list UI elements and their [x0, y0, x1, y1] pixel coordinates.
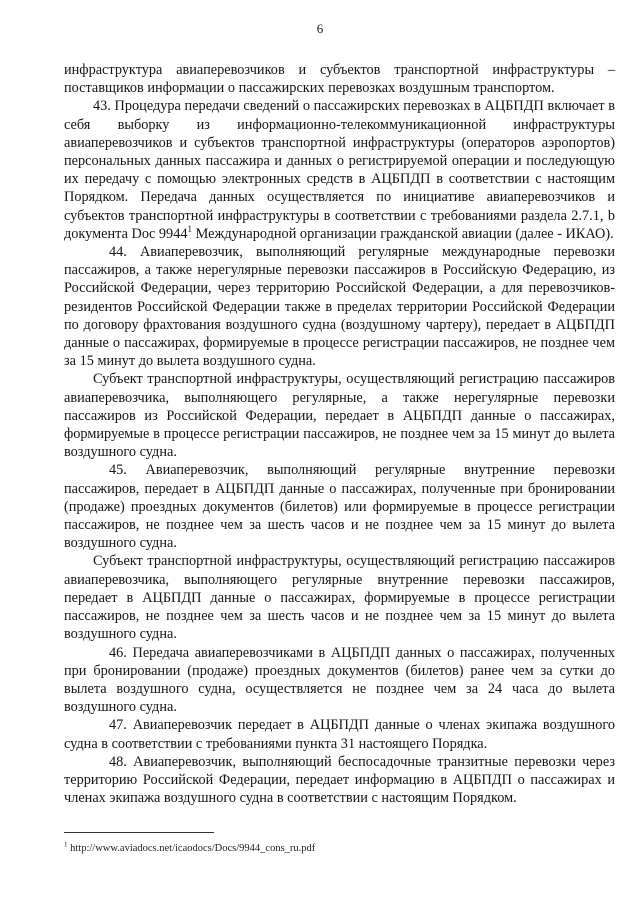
paragraph-45: 45. Авиаперевозчик, выполняющий регулярные внутренние перевозки пассажиров, передает в АЦБПДП данные о пассажирах, полученные при бронировании (продаже) проездных документов (билетов) или формируемые в процессе регистрации пассажиров, не позднее чем за шесть часов и не позднее чем за 15 минут до вылета воздушного судна. — [64, 462, 615, 552]
paragraph-45-subject: Субъект транспортной инфраструктуры, осуществляющий регистрацию пассажиров авиаперевозчика, выполняющего регулярные внутренние перевозки пассажиров, передает в АЦБПДП данные о пассажирах, формируемые в процессе регистрации пассажиров, не позднее чем за шесть часов и не позднее чем за 15 минут до вылета воздушного судна. — [64, 553, 615, 643]
paragraph-continuation: инфраструктура авиаперевозчиков и субъектов транспортной инфраструктуры – поставщиков информации о пассажирских перевозках воздушным транспортом. — [64, 62, 615, 97]
paragraph-44: 44. Авиаперевозчик, выполняющий регулярные международные перевозки пассажиров, а также нерегулярные перевозки пассажиров в Российскую Федерацию, из Российской Федерации, через территорию Российской Федерации, а для перевозчиков-резидентов Российской Федерации также в пределах территории Российской Федерации по договору фрахтования воздушного судна (воздушному чартеру), передает в АЦБПДП данные о пассажирах, формируемые в процессе регистрации пассажиров, не позднее чем за 15 минут до вылета воздушного судна. — [64, 244, 615, 370]
paragraph-43-text: 43. Процедура передачи сведений о пассажирских перевозках в АЦБПДП включает в себя выборку из информационно-телекоммуникационной инфраструктуры авиаперевозчиков и субъектов транспортной инфраструктуры (операторов аэропортов) персональных данных пассажира и данных о регистрируемой операции и последующую их передачу с помощью электронных средств в АЦБПДП в соответствии с настоящим Порядком. Передача данных осуществляется по инициативе авиаперевозчиков и субъектов транспортной инфраструктуры в соответствии с требованиями раздела 2.7.1, b документа Doc 9944 — [64, 98, 615, 242]
footnote-reference[interactable]: 1 — [187, 224, 192, 235]
paragraph-44-subject: Субъект транспортной инфраструктуры, осуществляющий регистрацию пассажиров авиаперевозчика, выполняющего регулярные, а также нерегулярные перевозки пассажиров из Российской Федерации, передает в АЦБПДП данные о пассажирах, формируемые в процессе регистрации пассажиров, не позднее чем за 15 минут до вылета воздушного судна. — [64, 371, 615, 461]
page-number: 6 — [316, 21, 324, 36]
footnote — [64, 842, 624, 855]
paragraph-47: 47. Авиаперевозчик передает в АЦБПДП данные о членах экипажа воздушного судна в соответствии с требованиями пункта 31 настоящего Порядка. — [64, 717, 615, 752]
paragraph-43 — [64, 97, 615, 243]
footnote-mark: 1 — [64, 840, 68, 849]
paragraph-46: 46. Передача авиаперевозчиками в АЦБПДП данных о пассажирах, полученных при бронировании (продаже) проездных документов (билетов) ранее чем за сутки до вылета воздушного судна, осуществляется не позднее чем за 24 часа до вылета воздушного судна. — [64, 644, 615, 716]
footnote-link[interactable]: http://www.aviadocs.net/icaodocs/Docs/9944_cons_ru.pdf — [67, 843, 316, 854]
paragraph-48: 48. Авиаперевозчик, выполняющий беспосадочные транзитные перевозки через территорию Российской Федерации, передает информацию в АЦБПДП о пассажирах и членах экипажа воздушного судна в соответствии с настоящим Порядком. — [64, 753, 615, 807]
paragraph-43-tail: Международной организации гражданской авиации (далее - ИКАО). — [192, 225, 614, 242]
footnote-separator — [64, 832, 214, 833]
document-body — [64, 61, 615, 807]
